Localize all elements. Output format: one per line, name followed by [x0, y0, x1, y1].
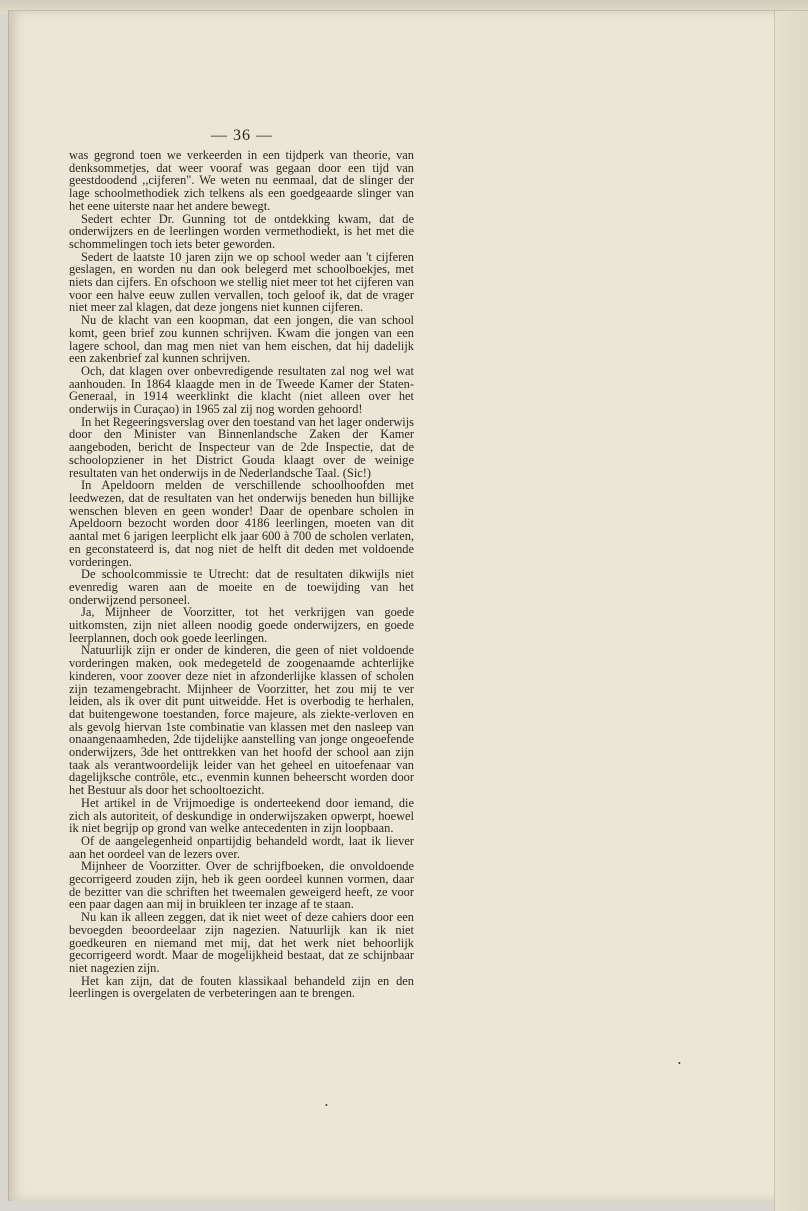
margin-dot: •: [678, 1059, 681, 1068]
paragraph-7: In Apeldoorn melden de verschillende schoolhoofden met leedwezen, dat de resultaten van het onderwijs beneden hun billijke wenschen bleven en geen wonder! Daar de openbare scholen in Apeldoorn bezocht worden door 4186 leerlingen, moeten van dit aantal met 6 jarigen leerplicht elk jaar 600 à 700 de scholen verlaten, en geconstateerd is, dat nog niet de helft dit deden met voldoende vorderingen.: [69, 478, 414, 569]
paragraph-13: Mijnheer de Voorzitter. Over de schrijfboeken, die onvoldoende gecorrigeerd zouden zijn, heb ik geen oordeel kunnen vormen, daar de bezitter van die schriften het tweemalen geweigerd heeft, ze voor een paar dagen aan mij in bruikleen ter inzage af te staan.: [69, 859, 414, 912]
paragraph-14: Nu kan ik alleen zeggen, dat ik niet weet of deze cahiers door een bevoegden beoordeelaar zijn nagezien. Natuurlijk kan ik niet goedkeuren en niemand met mij, dat het werk niet behoorlijk gecorrigeerd wordt. Maar de mogelijkheid bestaat, dat ze schijnbaar niet nagezien zijn.: [69, 910, 414, 975]
body-text: [69, 149, 414, 1000]
paragraph-11: Het artikel in de Vrijmoedige is onderteekend door iemand, die zich als autoriteit, of deskundige in onderwijszaken opwerpt, hoewel ik niet begrijp op grond van welke antecedenten in zijn loopbaan.: [69, 795, 414, 836]
paragraph-12: Of de aangelegenheid onpartijdig behandeld wordt, laat ik liever aan het oordeel van de lezers over.: [69, 833, 414, 861]
margin-dot: •: [325, 1101, 328, 1110]
paragraph-8: De schoolcommissie te Utrecht: dat de resultaten dikwijls niet evenredig waren aan de moeite en de toewijding van het onderwijzend personeel.: [69, 567, 414, 607]
paragraph-9: Ja, Mijnheer de Voorzitter, tot het verkrijgen van goede uitkomsten, zijn niet alleen noodig goede onderwijzers, en goede leerplannen, doch ook goede leerlingen.: [69, 605, 414, 645]
document-page: [8, 10, 808, 1201]
paragraph-1: was gegrond toen we verkeerden in een tijdperk van theorie, van denksommetjes, dat weer vooraf was gegaan door een tijd van geestdoodend ,,cijferen". We weten nu eenmaal, dat de slinger der lage schoolmethodiek zich telkens als een goedgeaarde slinger van het eene uiterste naar het andere bewegt.: [69, 148, 414, 213]
paragraph-10: Natuurlijk zijn er onder de kinderen, die geen of niet voldoende vorderingen maken, ook medegeteld de zoogenaamde achterlijke kinderen, voor zoover deze niet in afzonderlijke klassen of scholen zijn tezamengebracht. Mijnheer de Voorzitter, het zou mij te ver leiden, als ik over dit punt uitweidde. Het is overbodig te herhalen, dat buitengewone toestanden, force majeure, als ziekte-verloven en als gevolg hiervan 1ste combinatie van klassen met den nasleep van onaangenaamheden, 2de tijdelijke aanstelling van jonge ongeoefende onderwijzers, 3de het onttrekken van het hoofd der school aan zijn taak als verantwoordelijk leider van het geheel en uitoefenaar van dagelijksche contrôle, etc., evenmin kunnen beheerscht worden door het Bestuur als door het schooltoezicht.: [69, 643, 414, 798]
paragraph-4: Nu de klacht van een koopman, dat een jongen, die van school komt, geen brief zou kunnen schrijven. Kwam die jongen van een lagere school, dan mag men niet van hem eischen, dat hij dadelijk een zakenbrief zal kunnen schrijven.: [69, 313, 414, 366]
paragraph-15: Het kan zijn, dat de fouten klassikaal behandeld zijn en den leerlingen is overgelaten de verbeteringen aan te brengen.: [69, 973, 414, 1001]
paragraph-5: Och, dat klagen over onbevredigende resultaten zal nog wel wat aanhouden. In 1864 klaagde men in de Tweede Kamer der Staten-Generaal, in 1914 weerklinkt die klacht (niet alleen over het onderwijs in Curaçao) in 1965 zal zij nog worden gehoord!: [69, 363, 414, 417]
paragraph-6: In het Regeeringsverslag over den toestand van het lager onderwijs door den Minister van Binnenlandsche Zaken der Kamer aangeboden, bericht de Inspecteur van de 2de Inspectie, dat de schoolopziener in het District Gouda klaagt over de weinige resultaten van het onderwijs in de Nederlandsche Taal. (Sic!): [69, 414, 414, 480]
paragraph-2: Sedert echter Dr. Gunning tot de ontdekking kwam, dat de onderwijzers en de leerlingen worden vermethodiekt, is het met die schommelingen toch iets beter geworden.: [69, 211, 414, 251]
page-number: — 36 —: [211, 127, 273, 144]
paragraph-3: Sedert de laatste 10 jaren zijn we op school weder aan 't cijferen geslagen, en worden nu dan ook belegerd met schoolboekjes, met niets dan cijfers. En ofschoon we stellig niet meer tot het cijferen van voor een halve eeuw zullen vervallen, toch geloof ik, dat de vrager niet meer zal klagen, dat deze jongens niet kunnen cijferen.: [69, 249, 414, 315]
adjacent-page-strip: [774, 11, 808, 1211]
